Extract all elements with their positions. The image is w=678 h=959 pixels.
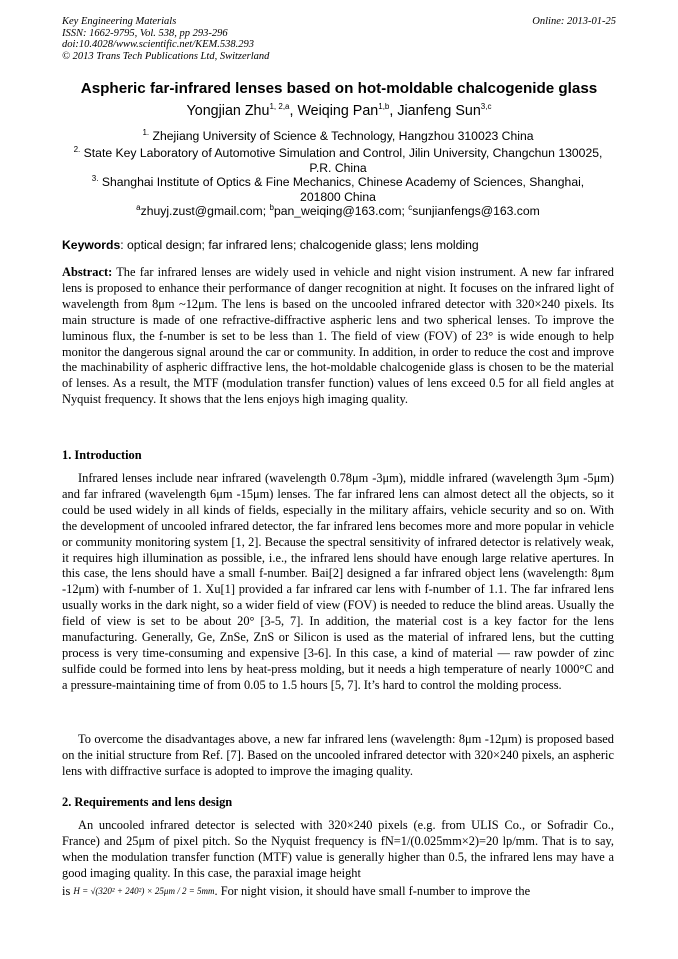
section-1-para-2: To overcome the disadvantages above, a new far infrared lens (wavelength: 8μm -12μm) is proposed based on the initial structure from Ref. [7]. Based on the uncooled infrared detector with 320×240 pixels, an aspheric lens with diffractive surface is adopted to improve the imaging quality. xyxy=(62,732,614,778)
keywords-text: : optical design; far infrared lens; chalcogenide glass; lens molding xyxy=(120,238,479,252)
abstract-text: The far infrared lenses are widely used in vehicle and night vision instrument. A new far infrared lens is proposed to enhance their performance of danger recognition at night. It focuses on the infrared light of wavelength from 8μm ~12μm. The lens is based on the uncooled infrared detector with 320×240 pixels. Its main structure is made of one refractive-diffractive aspheric lens and two spherical lenses. To improve the luminous flux, the f-number is set to be less than 1. The field of view (FOV) of 23° is wide enough to help monitor the dangerous signal around the car or community. In addition, in order to reduce the cost and improve the machinability of aspheric diffractive lens, the hot-moldable chalcogenide glass is chosen to be the material of lenses. As a result, the MTF (modulation transfer function) values of lens exceed 0.5 for all field angles at Nyquist frequency. It shows that the lens enjoys high imaging quality. xyxy=(62,265,615,407)
section-2-heading: 2. Requirements and lens design xyxy=(62,795,233,809)
author-sup: 1, 2,a xyxy=(269,102,290,112)
abstract-label: Abstract: xyxy=(62,265,113,279)
keywords xyxy=(62,238,479,252)
author-list: Yongjian Zhu$^{1, 2,a}$, Weiqing Pan$^{1,b}$, Jianfeng Sun$^{3,c}$ xyxy=(186,102,492,119)
author-sup: 3,c xyxy=(480,102,492,112)
journal-meta xyxy=(62,16,269,62)
section-2-formula-line: is H = √(320² + 240²) × 25μm / 2 = 5mm. For night vision, it should have small f-number to improve the xyxy=(62,884,531,898)
copyright: © 2013 Trans Tech Publications Ltd, Switzerland xyxy=(62,50,270,62)
email-link[interactable]: zhuyj.zust@gmail.com; xyxy=(140,204,267,218)
section-2-para-1: An uncooled infrared detector is selected with 320×240 pixels (e.g. from ULIS Co., or Sofradir Co., France) and 25μm of pixel pitch. So the Nyquist frequency is fN=1/(0.025mm×2)=20 lp/mm. That is to say, when the modulation transfer function (MTF) value is generally higher than 0.5, the infrared lens may have a good imaging quality. In this case, the paraxial image height xyxy=(62,818,614,880)
section-1-heading: 1. Introduction xyxy=(62,448,142,462)
journal-name: Key Engineering Materials xyxy=(62,16,177,27)
doi: doi:10.4028/www.scientific.net/KEM.538.293 xyxy=(62,39,254,51)
email-link[interactable]: pan_weiqing@163.com; xyxy=(273,204,405,218)
keywords-label: Keywords xyxy=(62,238,121,252)
abstract xyxy=(62,265,614,408)
affiliation-2: $^{2.}$ State Key Laboratory of Automotive Simulation and Control, Jilin University, Changchun 130025, P.R. China xyxy=(73,144,603,175)
paper-title: Aspheric far-infrared lenses based on hot-moldable chalcogenide glass xyxy=(80,80,598,97)
author-sup: 1,b xyxy=(378,102,390,112)
affiliation-1: $^{1.}$ Zhejiang University of Science & Technology, Hangzhou 310023 China xyxy=(142,127,534,143)
email-line: $^a$zhuyj.zust@gmail.com; $^b$pan_weiqing@163.com; $^c$sunjianfengs@163.com xyxy=(136,202,540,218)
issn: ISSN: 1662-9795, Vol. 538, pp 293-296 xyxy=(62,27,228,39)
affiliation-3: $^{3.}$ Shanghai Institute of Optics & Fine Mechanics, Chinese Academy of Sciences, Shanghai, 201800 China xyxy=(91,173,585,204)
section-1-para-1: Infrared lenses include near infrared (wavelength 0.78μm -3μm), middle infrared (wavelength 3μm -5μm) and far infrared (wavelength 6μm -15μm) lenses. The far infrared lens can almost detect all the objects, so it could be used widely in all kinds of fields, especially in the military affairs, vehicle security and so on. With the development of uncooled infrared detector, the far infrared lens becomes more and more popular in vehicle or community monitoring system [1, 2]. Because the spectral sensitivity of infrared detector is relatively weak, it requires high illumination as possible, i.e., the infrared lens should have enough large relative apertures. In this case, the lens should have a small f-number. Bai[2] designed a far infrared object lens (wavelength: 8μm -12μm) with f-number of 1. Xu[1] provided a far infrared car lens with f-number of 1.1. The far infrared lens usually works in the dark night, so a wider field of view (FOV) is needed to reduce the blind areas. Usually the field of view is set to be about 20° [3-5, 7]. In addition, the material cost is a key factor for the lens manufacturing. Generally, Ge, ZnSe, ZnS or Silicon is used as the material of infrared lens, but the cutting process is very time-consuming and expensive [3-6]. In this case, a kind of material — raw powder of zinc sulfide could be formed into lens by heat-press molding, but it needs a high temperature of nearly 1000°C and a pressure-maintaining time of from 0.05 to 1.5 hours [5, 7]. It’s hard to control the molding process. xyxy=(62,471,614,692)
author-name: Weiqing Pan xyxy=(297,103,379,119)
image-height-formula: H = √(320² + 240²) × 25μm / 2 = 5mm xyxy=(73,886,215,897)
author-name: Jianfeng Sun xyxy=(397,103,481,119)
online-date: Online: 2013-01-25 xyxy=(532,16,616,27)
author-name: Yongjian Zhu xyxy=(186,103,270,119)
email-link[interactable]: sunjianfengs@163.com xyxy=(412,204,540,218)
